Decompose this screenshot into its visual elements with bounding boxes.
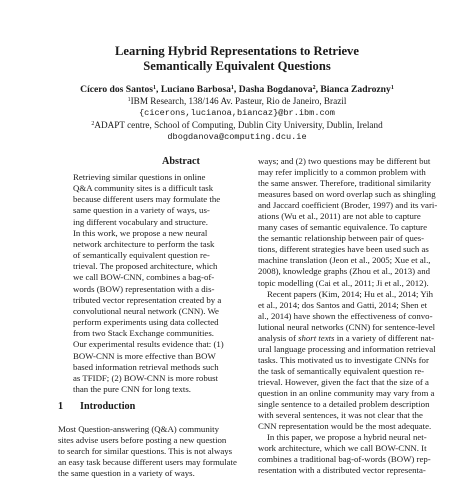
text-line: Our experimental results evidence that: (1): [73, 339, 224, 350]
text-line: from two Stack Exchange communities.: [73, 328, 214, 339]
text-line: resentation with a distributed vector representa-: [258, 465, 426, 476]
text-line: same question in a variety of ways, us-: [73, 205, 210, 216]
text-line: trieval. However, given the fact that the size of a: [258, 376, 429, 387]
affiliation-1: [0, 96, 474, 107]
affiliation-1-emails: {cicerons,lucianoa,biancaz}@br.ibm.com: [139, 108, 335, 118]
affiliation-1-text: IBM Research, 138/146 Av. Pasteur, Rio de Janeiro, Brazil: [130, 96, 347, 106]
introduction-body: [58, 424, 270, 479]
text-line: BOW-CNN is more effective than BOW: [73, 350, 216, 361]
text-line: based information retrieval methods such: [73, 361, 219, 372]
text-line: et al., 2014; dos Santos and Gatti, 2014; Shen et: [258, 299, 428, 310]
text-line: tasks. This motivated us to investigate CNNs for: [258, 354, 429, 365]
section-title: Introduction: [80, 401, 136, 412]
text-line: tions, different strategies have been used such as: [258, 244, 429, 255]
text-line: Retrieving similar questions in online: [73, 172, 206, 182]
affiliation-2: [0, 120, 474, 131]
text-line: ural language processing and information retrieval: [258, 343, 436, 354]
text-line: 2008), knowledge graphs (Zhou et al., 2013) and: [258, 266, 430, 277]
text-line: the task of semantically equivalent question re-: [258, 365, 425, 376]
text-line: we call BOW-CNN, combines a bag-of-: [73, 272, 215, 283]
affiliation-2-marker: 2: [91, 121, 95, 127]
author-separator: ,: [315, 84, 321, 95]
text-line: sites advise users before posting a new question: [58, 435, 227, 446]
affiliation-1-marker: 1: [127, 97, 131, 103]
right-column-body: [258, 156, 470, 476]
abstract-heading: Abstract: [162, 156, 200, 167]
text-line: an easy task because different users may formulate: [58, 457, 237, 468]
author-name: Cícero dos Santos: [80, 84, 154, 95]
text-line: perform experiments using data collected: [73, 317, 219, 328]
text-line: with several sentences, it was not clear that the: [258, 410, 423, 421]
text-line: topic modelling (Cai et al., 2011; Ji et al., 2012).: [258, 277, 429, 288]
text-line: because different users may formulate the: [73, 194, 221, 205]
text-line: trieval. The proposed architecture, which: [73, 261, 218, 272]
text-line: the same question in a variety of ways.: [58, 468, 195, 479]
affiliation-2-text: ADAPT centre, School of Computing, Dublin City University, Dublin, Ireland: [94, 120, 383, 130]
text-line: Recent papers (Kim, 2014; Hu et al., 2014; Yih: [267, 288, 434, 299]
author-separator: ,: [156, 84, 161, 95]
text-line: may refer implicitly to a common problem with: [258, 167, 426, 178]
text-line: In this work, we propose a new neural: [73, 227, 208, 238]
text-line: work architecture, which we call BOW-CNN. It: [258, 443, 427, 454]
text-line: al., 2014) have shown the effectiveness of convo-: [258, 310, 433, 321]
text-line: to search for similar questions. This is not always: [58, 446, 233, 457]
text-line: ways; and (2) two questions may be different but: [258, 156, 431, 166]
text-line: CNN representation would be the most adequate.: [258, 421, 432, 432]
text-line: the same answer. Therefore, traditional similarity: [258, 178, 432, 189]
text-line: many cases of semantic equivalence. To capture: [258, 222, 427, 233]
author-affiliation-marker: 1: [153, 85, 157, 91]
author-name: Dasha Bogdanova: [238, 84, 313, 95]
text-line: convolutional neural network (CNN). We: [73, 305, 219, 316]
affiliation-2-email: dbogdanova@computing.dcu.ie: [167, 132, 307, 142]
author-name: Bianca Zadrozny: [320, 84, 391, 95]
text-line: words (BOW) representation with a dis-: [73, 283, 215, 294]
text-line: combines a traditional bag-of-words (BOW) rep-: [258, 454, 431, 465]
section-number: 1: [58, 401, 64, 412]
text-line: question in an online community may vary from a: [258, 387, 435, 398]
paper-title-line-2: Semantically Equivalent Questions: [143, 59, 331, 73]
text-line: tributed vector representation created by a: [73, 294, 222, 305]
text-line: and Jaccard coefficient (Broder, 1997) and its vari-: [258, 200, 438, 211]
text-line: lutional neural networks (CNN) for sentence-level: [258, 321, 436, 332]
text-line: In this paper, we propose a hybrid neural net-: [267, 432, 427, 443]
paper-title-line-1: Learning Hybrid Representations to Retrieve: [115, 44, 359, 58]
text-line: measures based on word overlap such as shingling: [258, 189, 436, 200]
author-list: [0, 84, 474, 95]
author-name: Luciano Barbosa: [160, 84, 231, 95]
abstract-body: [73, 172, 253, 395]
author-separator: ,: [233, 84, 239, 95]
text-line: Q&A community sites is a difficult task: [73, 183, 214, 194]
author-affiliation-marker: 1: [230, 85, 234, 91]
text-line: ations (Wu et al., 2011) are not able to capture: [258, 211, 421, 222]
text-line: network architecture to perform the task: [73, 238, 215, 249]
text-line: as TFIDF; (2) BOW-CNN is more robust: [73, 372, 218, 383]
introduction-heading: [58, 401, 278, 413]
text-line: the semantic relationship between pair of ques-: [258, 233, 425, 244]
text-line: than the pure CNN for long texts.: [73, 383, 192, 394]
text-line: analysis of short texts in a variety of different nat-: [258, 332, 434, 343]
text-line: of semantically equivalent question re-: [73, 250, 210, 261]
text-line: Most Question-answering (Q&A) community: [58, 424, 220, 434]
text-line: machine translation (Jeon et al., 2005; Xue et al.,: [258, 255, 431, 266]
text-line: single sentence to a detailed problem description: [258, 399, 430, 410]
author-affiliation-marker: 1: [390, 85, 394, 91]
text-line: ing different vocabulary and structure.: [73, 216, 208, 227]
author-affiliation-marker: 2: [312, 85, 316, 91]
